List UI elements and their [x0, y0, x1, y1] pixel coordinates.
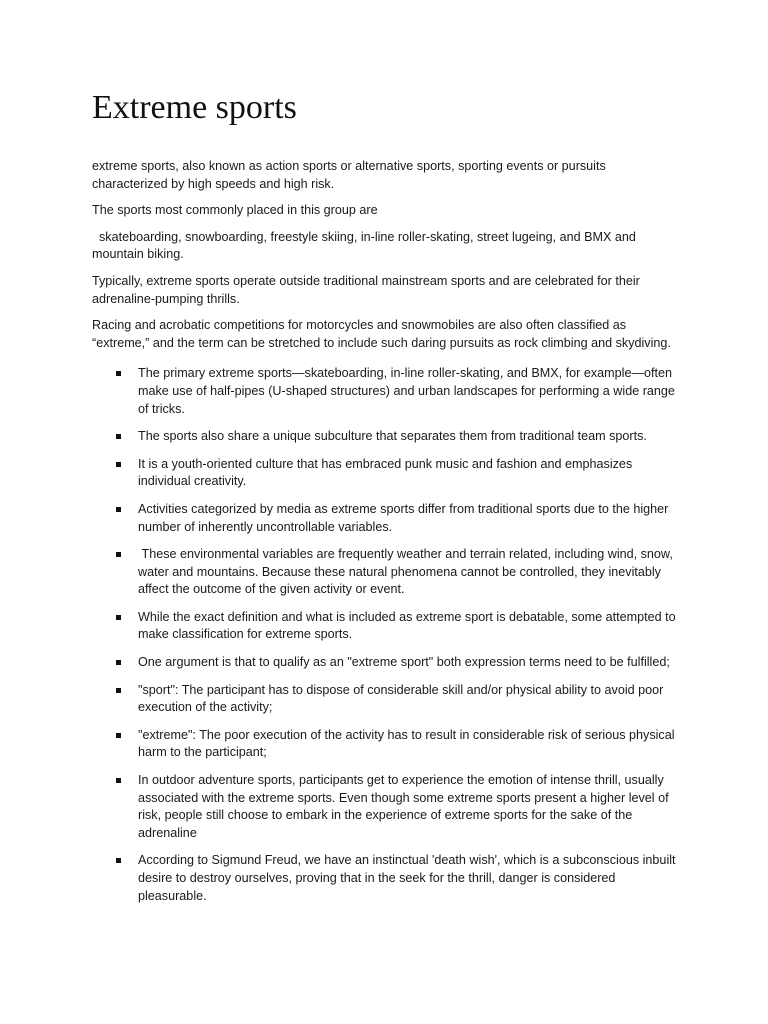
list-item-text: "extreme": The poor execution of the activity has to result in considerable risk of serious physical harm to the participant; [138, 727, 675, 760]
list-item [92, 772, 682, 842]
list-item [92, 609, 682, 644]
list-item [92, 365, 682, 418]
bullet-icon [116, 507, 121, 512]
bullet-icon [116, 688, 121, 693]
bullet-list [92, 365, 682, 905]
list-item-text: The sports also share a unique subculture that separates them from traditional team sports. [138, 429, 647, 444]
bullet-icon [116, 615, 121, 620]
bullet-icon [116, 434, 121, 439]
bullet-icon [116, 778, 121, 783]
list-item-text: It is a youth-oriented culture that has embraced punk music and fashion and emphasizes individual creativity. [138, 456, 633, 489]
paragraph-group-lead: The sports most commonly placed in this group are [92, 203, 378, 218]
list-item-text: According to Sigmund Freud, we have an instinctual 'death wish', which is a subconscious inbuilt desire to destroy ourselves, proving that in the seek for the thrill, danger is considered pleasurable. [138, 853, 676, 903]
bullet-icon [116, 552, 121, 557]
bullet-icon [116, 660, 121, 665]
list-item [92, 546, 682, 599]
list-item [92, 682, 682, 717]
list-item [92, 727, 682, 762]
list-item-text: Activities categorized by media as extreme sports differ from traditional sports due to the higher number of inherently uncontrollable variables. [138, 501, 669, 534]
bullet-icon [116, 733, 121, 738]
bullet-icon [116, 462, 121, 467]
page-title: Extreme sports [92, 89, 297, 126]
list-item-text: One argument is that to qualify as an "extreme sport" both expression terms need to be fulfilled; [138, 655, 670, 670]
list-item-text: While the exact definition and what is included as extreme sport is debatable, some attempted to make classification for extreme sports. [138, 609, 676, 642]
list-item-text: The primary extreme sports—skateboarding, in-line roller-skating, and BMX, for example—often make use of half-pipes (U-shaped structures) and urban landscapes for performing a wide range of tricks. [138, 366, 675, 416]
paragraph-typically: Typically, extreme sports operate outside traditional mainstream sports and are celebrated for their adrenaline-pumping thrills. [92, 273, 640, 306]
list-item [92, 428, 682, 446]
paragraph-racing: Racing and acrobatic competitions for motorcycles and snowmobiles are also often classified as “extreme,” and the term can be stretched to include such daring pursuits as rock climbing and skydiving. [92, 318, 671, 350]
list-item [92, 501, 682, 536]
list-item-text: These environmental variables are frequently weather and terrain related, including wind, snow, water and mountains. Because these natural phenomena cannot be controlled, they inevitably affect the outcome of the given activity or event. [138, 547, 677, 597]
bullet-icon [116, 858, 121, 863]
list-item [92, 852, 682, 905]
bullet-icon [116, 371, 121, 376]
document-page [92, 88, 682, 915]
paragraph-intro: extreme sports, also known as action sports or alternative sports, sporting events or pursuits characterized by high speeds and high risk. [92, 159, 606, 191]
list-item [92, 456, 682, 491]
list-item-text: In outdoor adventure sports, participants get to experience the emotion of intense thrill, usually associated with the extreme sports. Even though some extreme sports present a higher level of risk, people still choose to embark in the experience of extreme sports for the sake of the adrenaline [138, 773, 669, 840]
list-item-text: "sport": The participant has to dispose of considerable skill and/or physical ability to avoid poor execution of the activity; [138, 682, 664, 715]
paragraph-sports-list: skateboarding, snowboarding, freestyle skiing, in-line roller-skating, street lugeing, and BMX and mountain biking. [92, 229, 640, 262]
list-item [92, 654, 682, 672]
